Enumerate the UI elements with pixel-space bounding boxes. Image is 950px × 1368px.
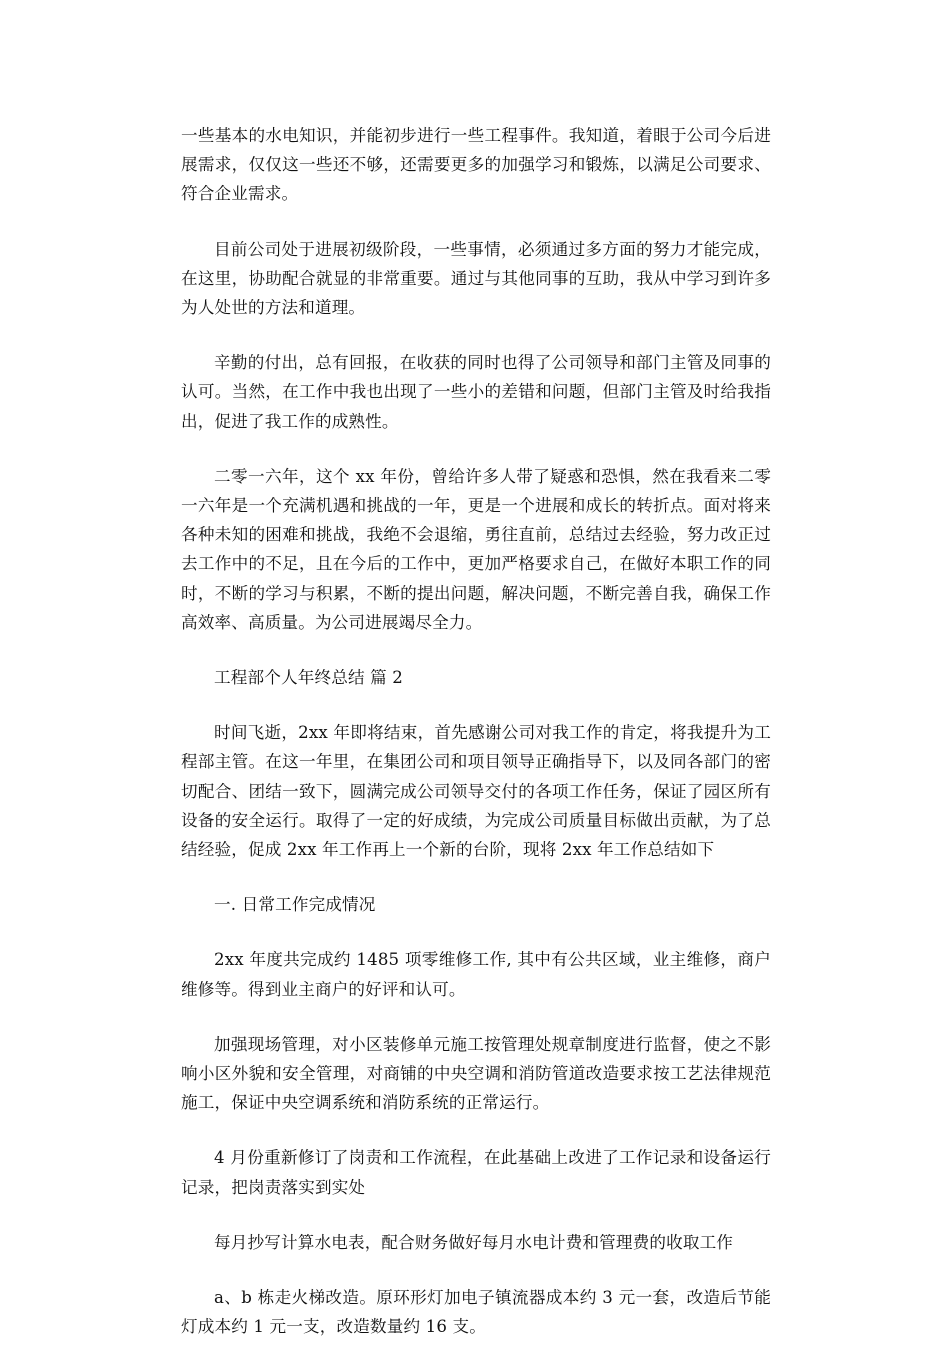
paragraph-hard-work: 辛勤的付出，总有回报，在收获的同时也得了公司领导和部门主管及同事的认可。当然，在工作中我也出现了一些小的差错和问题，但部门主管及时给我指出，促进了我工作的成熟性。: [181, 353, 771, 431]
paragraph-site-management: 加强现场管理，对小区装修单元施工按管理处规章制度进行监督，使之不影响小区外貌和安全管理，对商铺的中央空调和消防管道改造要求按工艺法律规范施工，保证中央空调系统和消防系统的正常运行。: [181, 1034, 771, 1113]
paragraph-meter-reading: 每月抄写计算水电表，配合财务做好每月水电计费和管理费的收取工作: [214, 1232, 734, 1252]
paragraph-2016-outlook: 二零一六年，这个 xx 年份，曾给许多人带了疑惑和恐惧，然在我看来二零一六年是一个充满机遇和挑战的一年，更是一个进展和成长的转折点。面对将来各种未知的困难和挑战，我绝不会退缩，勇往直前，总结过去经验，努力改正过去工作中的不足，且在今后的工作中，更加严格要求自己，在做好本职工作的同时，不断的学习与积累，不断的提出问题，解决问题，不断完善自我，确保工作高效率、高质量。为公司进展竭尽全力。: [181, 466, 771, 632]
subsection-title-daily-work: 一. 日常工作完成情况: [214, 895, 376, 915]
section-title-part-2: 工程部个人年终总结 篇 2: [214, 668, 403, 688]
paragraph-staircase-retrofit: a、b 栋走火梯改造。原环形灯加电子镇流器成本约 3 元一套，改造后节能灯成本约 1 元一支，改造数量约 16 支。: [181, 1288, 771, 1337]
paragraph-continuation: 一些基本的水电知识，并能初步进行一些工程事件。我知道，着眼于公司今后进展需求，仅仅这一些还不够，还需要更多的加强学习和锻炼，以满足公司要求、符合企业需求。: [181, 126, 771, 204]
paragraph-company-stage: 目前公司处于进展初级阶段，一些事情，必须通过多方面的努力才能完成，在这里，协助配合就显的非常重要。通过与其他同事的互助，我从中学习到许多为人处世的方法和道理。: [181, 239, 771, 318]
paragraph-repair-count: 2xx 年度共完成约 1485 项零维修工作, 其中有公共区域，业主维修，商户维修等。得到业主商户的好评和认可。: [181, 950, 771, 999]
document-body: [181, 121, 771, 1368]
paragraph-april-revision: 4 月份重新修订了岗责和工作流程，在此基础上改进了工作记录和设备运行记录，把岗责落实到实处: [181, 1148, 771, 1197]
paragraph-year-intro: 时间飞逝，2xx 年即将结束，首先感谢公司对我工作的肯定，将我提升为工程部主管。在这一年里，在集团公司和项目领导正确指导下，以及同各部门的密切配合、团结一致下，圆满完成公司领导交付的各项工作任务，保证了园区所有设备的安全运行。取得了一定的好成绩，为完成公司质量目标做出贡献，为了总结经验，促成 2xx 年工作再上一个新的台阶，现将 2xx 年工作总结如下: [181, 723, 771, 860]
